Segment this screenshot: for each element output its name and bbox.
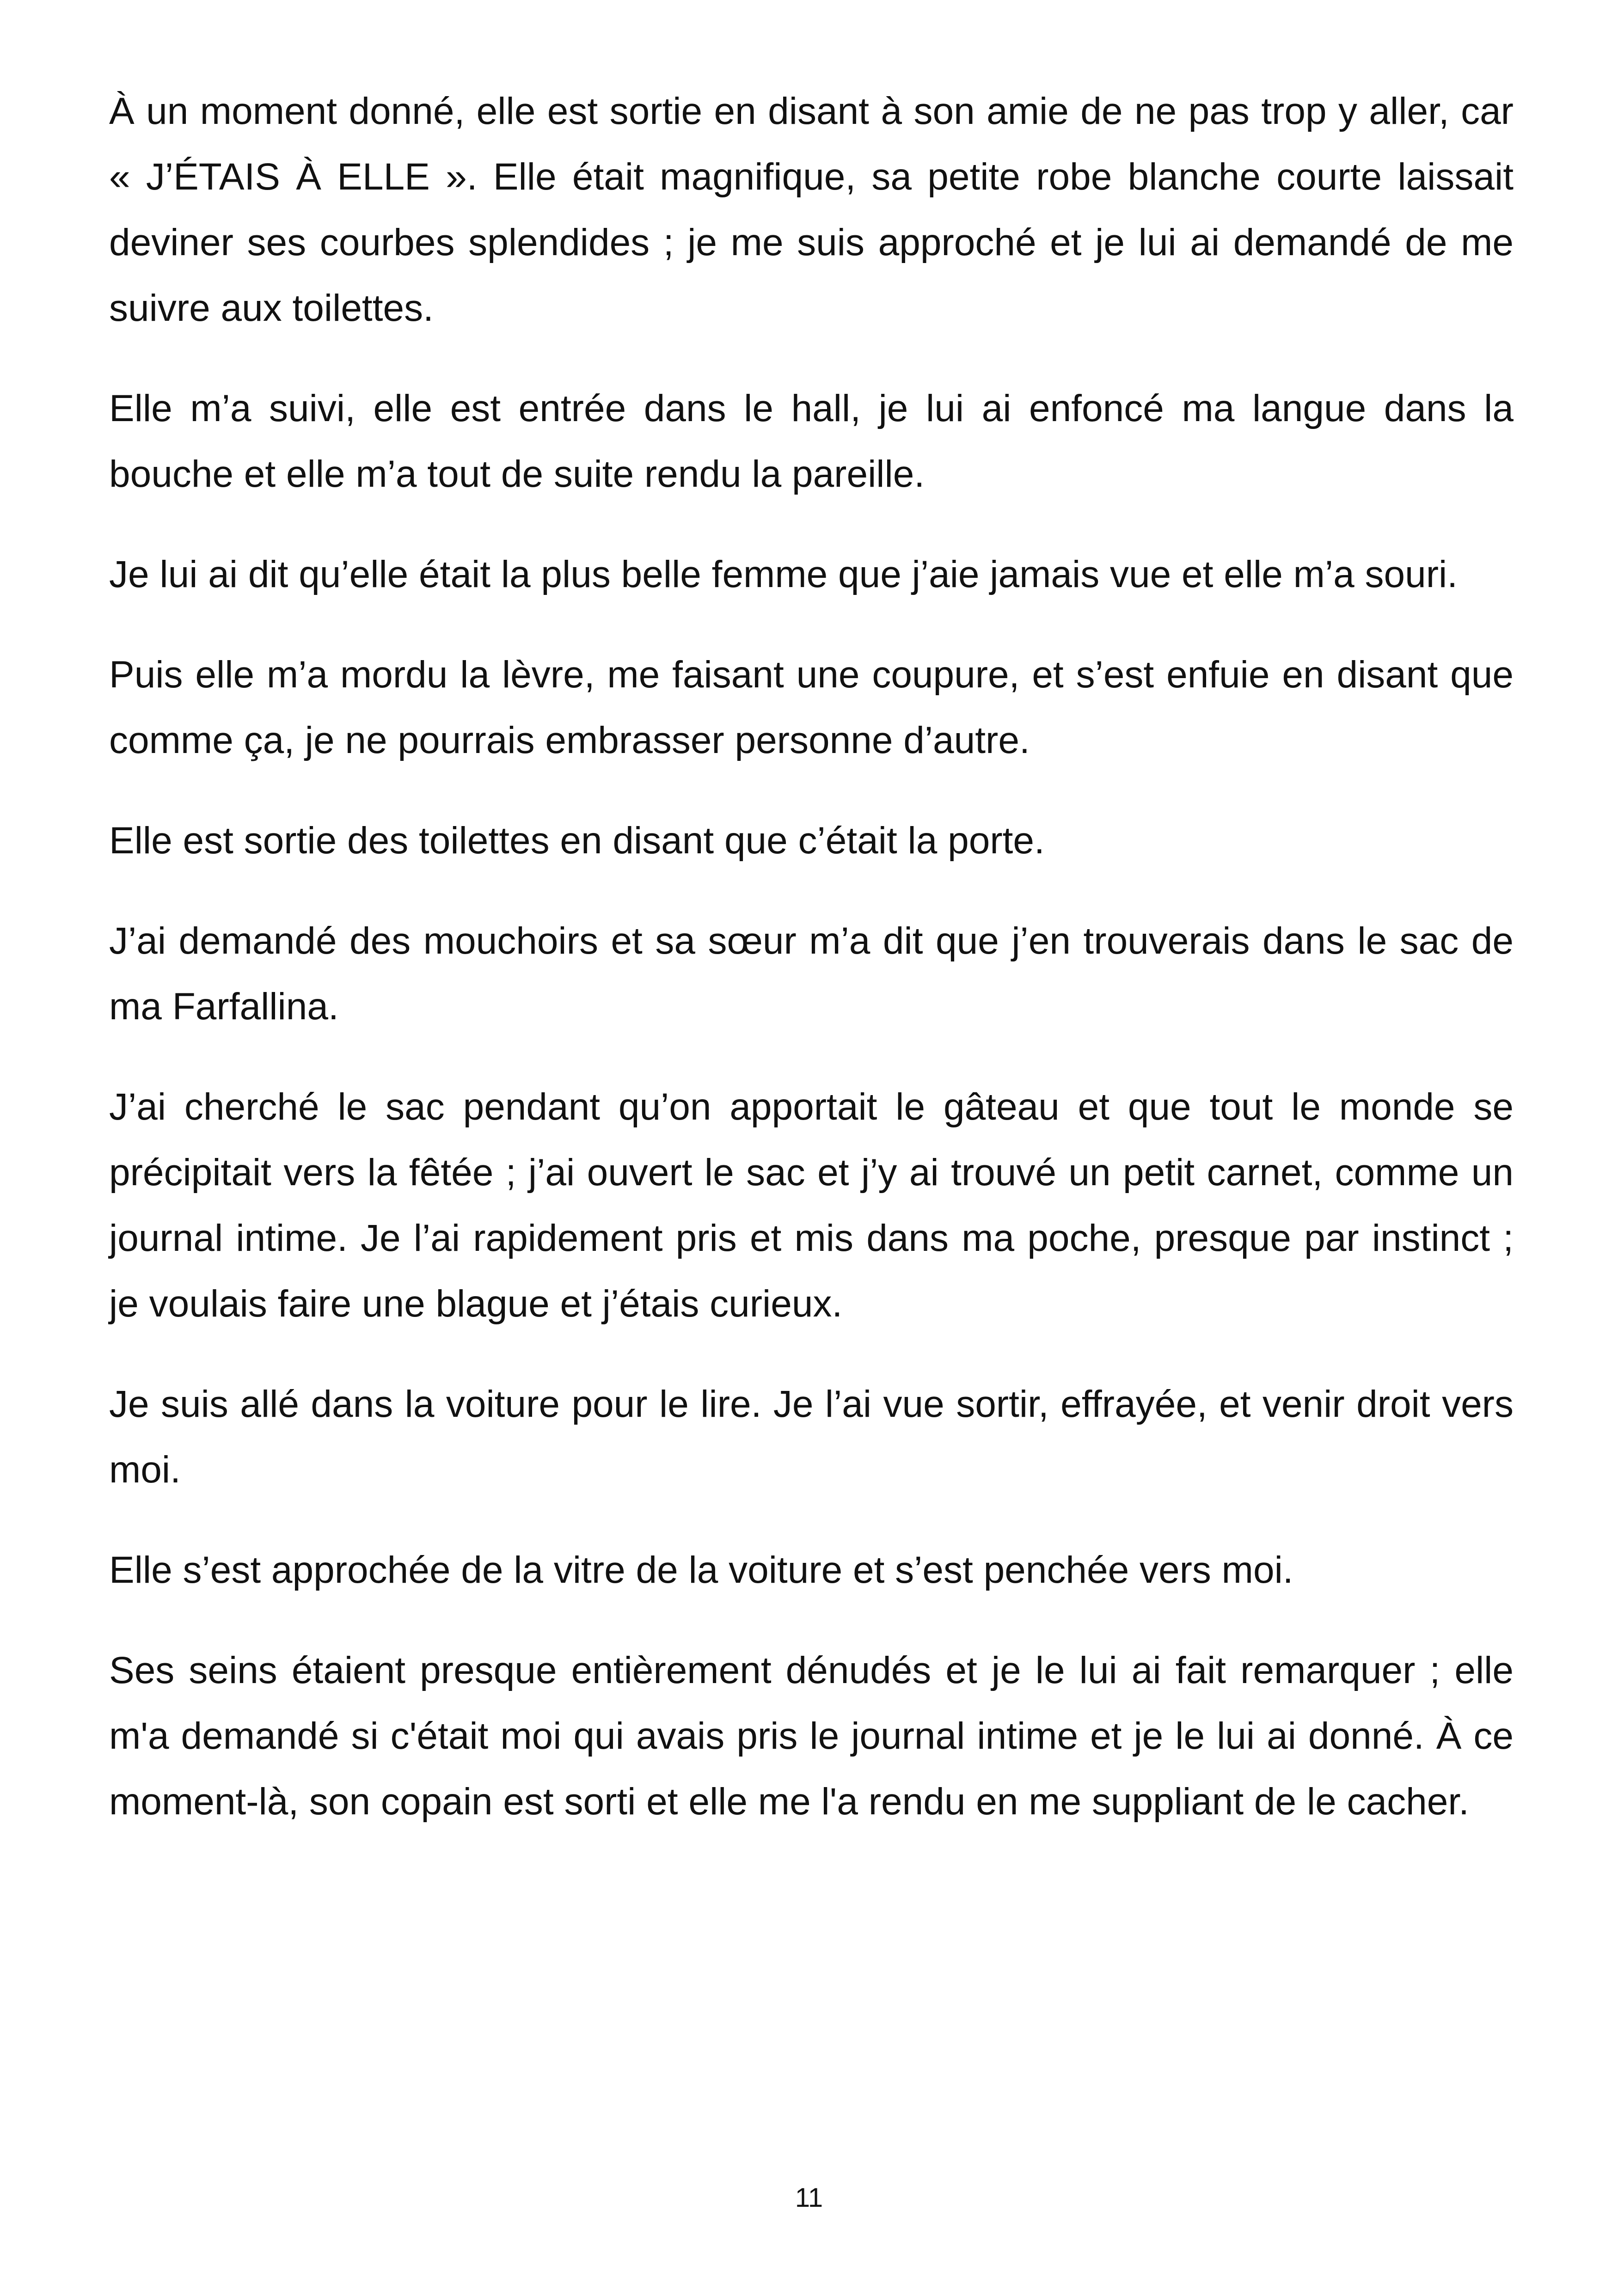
paragraph-10: Ses seins étaient presque entièrement dénudés et je le lui ai fait remarquer ; elle m'a demandé si c'était moi qui avais pris le journal intime et je le lui ai donné. À ce moment-là, son copain est sorti et elle me l'a rendu en me suppliant de le cacher. bbox=[109, 1649, 1514, 1823]
paragraph-9: Elle s’est approchée de la vitre de la voiture et s’est penchée vers moi. bbox=[109, 1549, 1293, 1591]
paragraph-3: Je lui ai dit qu’elle était la plus belle femme que j’aie jamais vue et elle m’a souri. bbox=[109, 553, 1458, 595]
paragraph-2: Elle m’a suivi, elle est entrée dans le hall, je lui ai enfoncé ma langue dans la bouche et elle m’a tout de suite rendu la pareille. bbox=[109, 387, 1514, 495]
page-number: 11 bbox=[795, 2183, 823, 2213]
body-text bbox=[109, 79, 1514, 1869]
paragraph-7: J’ai cherché le sac pendant qu’on apportait le gâteau et que tout le monde se précipitait vers la fêtée ; j’ai ouvert le sac et j’y ai trouvé un petit carnet, comme un journal intime. Je l’ai rapidement pris et mis dans ma poche, presque par instinct ; je voulais faire une blague et j’étais curieux. bbox=[109, 1086, 1514, 1325]
paragraph-4: Puis elle m’a mordu la lèvre, me faisant une coupure, et s’est enfuie en disant que comme ça, je ne pourrais embrasser personne d’autre. bbox=[109, 654, 1514, 761]
paragraph-6: J’ai demandé des mouchoirs et sa sœur m’a dit que j’en trouverais dans le sac de ma Farfallina. bbox=[109, 920, 1514, 1028]
paragraph-1: À un moment donné, elle est sortie en disant à son amie de ne pas trop y aller, car « J’ÉTAIS À ELLE ». Elle était magnifique, sa petite robe blanche courte laissait deviner ses courbes splendides ; je me suis approché et je lui ai demandé de me suivre aux toilettes. bbox=[109, 90, 1514, 329]
paragraph-8: Je suis allé dans la voiture pour le lire. Je l’ai vue sortir, effrayée, et venir droit vers moi. bbox=[109, 1383, 1514, 1491]
paragraph-5: Elle est sortie des toilettes en disant que c’était la porte. bbox=[109, 820, 1045, 862]
